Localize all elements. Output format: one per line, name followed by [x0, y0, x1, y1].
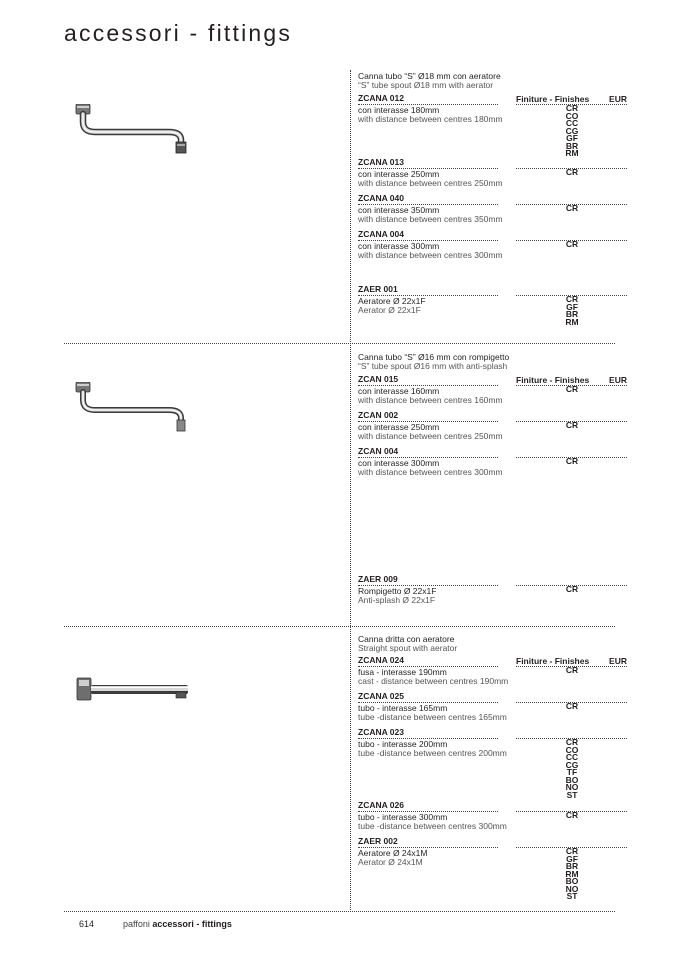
finish-code: RM — [565, 868, 579, 879]
finish-code: NO — [565, 782, 579, 792]
finish-code: CR — [565, 701, 579, 711]
product-name-it: Canna dritta con aeratore — [358, 634, 455, 644]
item-desc-it: Rompigetto Ø 22x1F — [358, 586, 437, 596]
item-desc-en: tube -distance between centres 165mm — [358, 712, 507, 722]
product-row — [358, 411, 628, 451]
page-title: accessori - fittings — [64, 20, 293, 46]
product-row — [358, 158, 628, 198]
product-code: ZAER 009 — [358, 575, 498, 586]
finishes-label: Finiture - Finishes — [516, 656, 590, 666]
finish-code: CR — [565, 810, 579, 820]
currency-label: EUR — [609, 375, 627, 385]
item-desc-it: con interasse 250mm — [358, 169, 440, 179]
finish-codes — [562, 848, 582, 901]
product-code: ZCANA 024 — [358, 656, 498, 667]
section-2-description — [358, 353, 628, 371]
finish-codes — [562, 458, 582, 466]
product-row — [358, 575, 628, 615]
product-code: ZCANA 023 — [358, 728, 498, 739]
product-row — [358, 194, 628, 234]
product-code: ZCANA 012 — [358, 94, 498, 105]
item-desc-en: with distance between centres 300mm — [358, 250, 503, 260]
item-desc-en: cast - distance between centres 190mm — [358, 676, 509, 686]
product-row — [358, 93, 628, 158]
item-desc-en: with distance between centres 300mm — [358, 467, 503, 477]
finish-code: CO — [565, 110, 579, 121]
page-number: 614 — [79, 919, 95, 929]
finish-code: CG — [565, 125, 579, 136]
finish-codes — [562, 667, 582, 675]
item-desc-it: tubo - interasse 200mm — [358, 739, 448, 749]
finish-code: CR — [565, 665, 579, 675]
finish-code: CR — [565, 103, 579, 113]
finish-code: GF — [566, 853, 578, 864]
finish-code: CR — [565, 384, 579, 394]
finish-code: CR — [565, 737, 579, 747]
item-desc-it: Aeratore Ø 24x1M — [358, 848, 428, 858]
section-1-description — [358, 72, 628, 90]
s-tube-spout-16mm-image — [75, 382, 195, 434]
finish-codes — [562, 169, 582, 177]
finish-codes — [562, 812, 582, 820]
item-desc-it: tubo - interasse 300mm — [358, 812, 448, 822]
finish-codes — [562, 586, 582, 594]
item-desc-it: Aeratore Ø 22x1F — [358, 296, 426, 306]
finish-code: CR — [565, 294, 579, 304]
finish-code: GF — [566, 133, 578, 143]
finish-code: CR — [565, 239, 579, 249]
finish-code: CR — [565, 167, 579, 177]
item-desc-it: con interasse 300mm — [358, 458, 440, 468]
finish-code: CR — [565, 584, 579, 594]
finish-codes — [562, 739, 582, 799]
finishes-label: Finiture - Finishes — [516, 375, 590, 385]
footer-brand: paffoni — [123, 919, 150, 929]
product-row — [358, 656, 628, 696]
finish-code: TF — [566, 767, 578, 777]
section-divider — [64, 626, 615, 627]
finish-codes — [562, 105, 582, 158]
item-desc-en: Anti-splash Ø 22x1F — [358, 595, 436, 605]
product-code: ZAER 001 — [358, 285, 498, 296]
section-divider — [64, 911, 615, 912]
item-desc-it: con interasse 160mm — [358, 386, 440, 396]
footer-section: accessori - fittings — [152, 919, 232, 929]
currency-label: EUR — [609, 656, 627, 666]
item-desc-en: with distance between centres 250mm — [358, 431, 503, 441]
product-code: ZCANA 004 — [358, 230, 498, 241]
item-desc-en: tube -distance between centres 200mm — [358, 748, 507, 758]
item-desc-en: tube -distance between centres 300mm — [358, 821, 507, 831]
product-name-it: Canna tubo “S” Ø18 mm con aeratore — [358, 71, 501, 81]
finish-code: ST — [566, 789, 578, 800]
finish-code: BO — [565, 774, 579, 785]
item-desc-it: con interasse 300mm — [358, 241, 440, 251]
finish-code: CG — [565, 759, 579, 770]
finish-code: GF — [566, 301, 578, 312]
item-desc-en: with distance between centres 350mm — [358, 214, 503, 224]
s-tube-spout-18mm-image — [75, 104, 195, 156]
finish-code: CC — [565, 118, 579, 128]
item-desc-en: with distance between centres 160mm — [358, 395, 503, 405]
item-desc-en: with distance between centres 250mm — [358, 178, 503, 188]
product-name-it: Canna tubo “S” Ø16 mm con rompigetto — [358, 352, 510, 362]
finish-code: RM — [565, 148, 579, 158]
finish-code: CR — [565, 203, 579, 213]
finishes-label: Finiture - Finishes — [516, 94, 590, 104]
product-row — [358, 692, 628, 732]
finish-code: CO — [565, 744, 579, 755]
product-row — [358, 801, 628, 841]
finish-code: BO — [565, 876, 579, 886]
product-row — [358, 836, 628, 901]
product-code: ZCAN 015 — [358, 375, 498, 386]
section-3-description — [358, 635, 628, 653]
footer-label — [123, 919, 232, 929]
product-code: ZCANA 026 — [358, 801, 498, 812]
finish-code: CR — [565, 456, 579, 466]
finish-code: CR — [565, 846, 579, 856]
product-code: ZCANA 040 — [358, 194, 498, 205]
item-desc-it: con interasse 250mm — [358, 422, 440, 432]
finish-codes — [562, 703, 582, 711]
product-row — [358, 727, 628, 800]
column-divider — [350, 70, 351, 910]
finish-code: ST — [566, 891, 578, 901]
product-row — [358, 285, 628, 325]
item-desc-it: fusa - interasse 190mm — [358, 667, 447, 677]
item-desc-en: with distance between centres 180mm — [358, 114, 503, 124]
product-name-en: “S” tube spout Ø16 mm with anti-splash — [358, 361, 508, 371]
product-code: ZCANA 025 — [358, 692, 498, 703]
finish-codes — [562, 296, 582, 326]
finish-codes — [562, 241, 582, 249]
finish-code: BR — [565, 140, 579, 151]
product-name-en: Straight spout with aerator — [358, 643, 458, 653]
finish-code: NO — [565, 883, 579, 894]
item-desc-it: con interasse 350mm — [358, 205, 440, 215]
product-name-en: “S” tube spout Ø18 mm with aerator — [358, 80, 494, 90]
product-row — [358, 375, 628, 415]
item-desc-it: con interasse 180mm — [358, 105, 440, 115]
finish-codes — [562, 386, 582, 394]
product-code: ZCAN 002 — [358, 411, 498, 422]
finish-code: RM — [565, 316, 579, 327]
item-desc-en: Aerator Ø 22x1F — [358, 305, 421, 315]
currency-label: EUR — [609, 94, 627, 104]
finish-code: BR — [565, 861, 579, 871]
finish-codes — [562, 205, 582, 213]
item-desc-en: Aerator Ø 24x1M — [358, 857, 423, 867]
finish-code: CR — [565, 420, 579, 430]
straight-spout-image — [76, 676, 194, 706]
finish-code: BR — [565, 309, 579, 319]
item-desc-it: tubo - interasse 165mm — [358, 703, 448, 713]
product-code: ZCANA 013 — [358, 158, 498, 169]
finish-codes — [562, 422, 582, 430]
product-row — [358, 230, 628, 270]
product-code: ZCAN 004 — [358, 447, 498, 458]
section-divider — [64, 343, 615, 344]
finish-code: CC — [565, 752, 579, 762]
product-row — [358, 447, 628, 487]
product-code: ZAER 002 — [358, 837, 498, 848]
